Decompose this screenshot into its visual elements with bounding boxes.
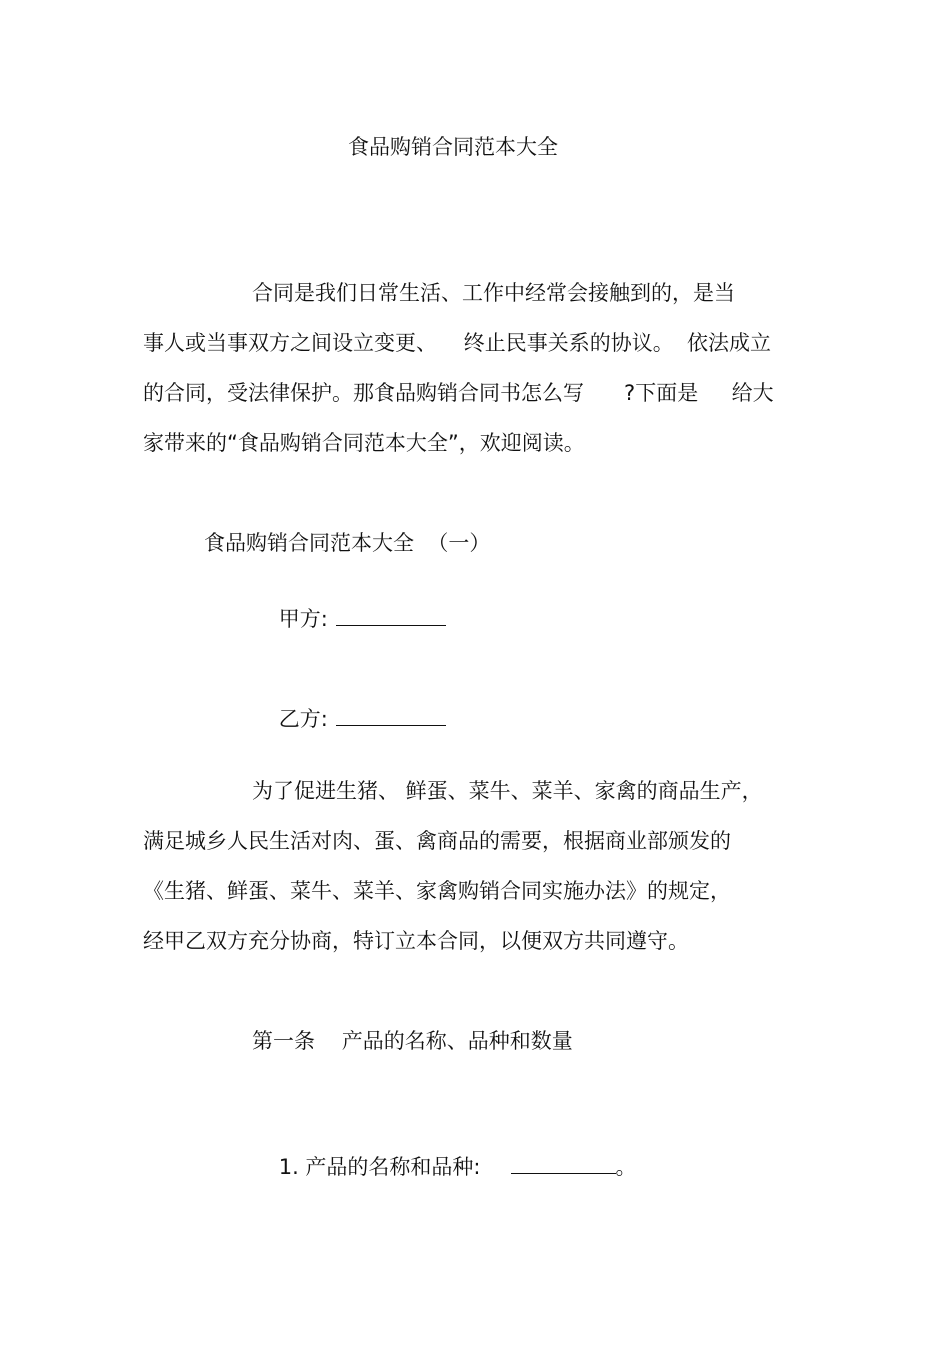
party-a-blank (336, 623, 446, 626)
article1-title: 第一条 产品的名称、品种和数量 (252, 1029, 573, 1053)
item1-row (252, 1128, 637, 1206)
para2-line-3: 《生猪、鲜蛋、菜牛、菜羊、家禽购销合同实施办法》的规定， (143, 879, 731, 903)
intro-line-3: 的合同，受法律保护。那食品购销合同书怎么写 ?下面是 给大 (143, 381, 774, 405)
party-a-row (252, 580, 446, 658)
intro-line-2: 事人或当事双方之间设立变更、 终止民事关系的协议。 依法成立 (143, 331, 772, 355)
para2-line-4: 经甲乙双方充分协商，特订立本合同，以便双方共同遵守。 (143, 929, 689, 953)
para2-line-2: 满足城乡人民生活对肉、蛋、禽商品的需要，根据商业部颁发的 (143, 829, 731, 853)
intro-line-4: 家带来的“食品购销合同范本大全”，欢迎阅读。 (143, 431, 585, 455)
intro-line-1: 合同是我们日常生活、工作中经常会接触到的，是当 (252, 281, 735, 305)
item1-label: 1. 产品的名称和品种: (278, 1155, 481, 1179)
party-b-label: 乙方: (278, 707, 328, 731)
item1-suffix: 。 (615, 1155, 637, 1179)
party-b-row (252, 680, 446, 758)
party-b-blank (336, 723, 446, 726)
para2-line-1: 为了促进生猪、 鲜蛋、菜牛、菜羊、家禽的商品生产， (252, 779, 763, 803)
party-a-label: 甲方: (278, 607, 328, 631)
section-title: 食品购销合同范本大全 （一） (204, 531, 491, 555)
document-title: 食品购销合同范本大全 (348, 135, 558, 159)
item1-blank (511, 1171, 616, 1174)
